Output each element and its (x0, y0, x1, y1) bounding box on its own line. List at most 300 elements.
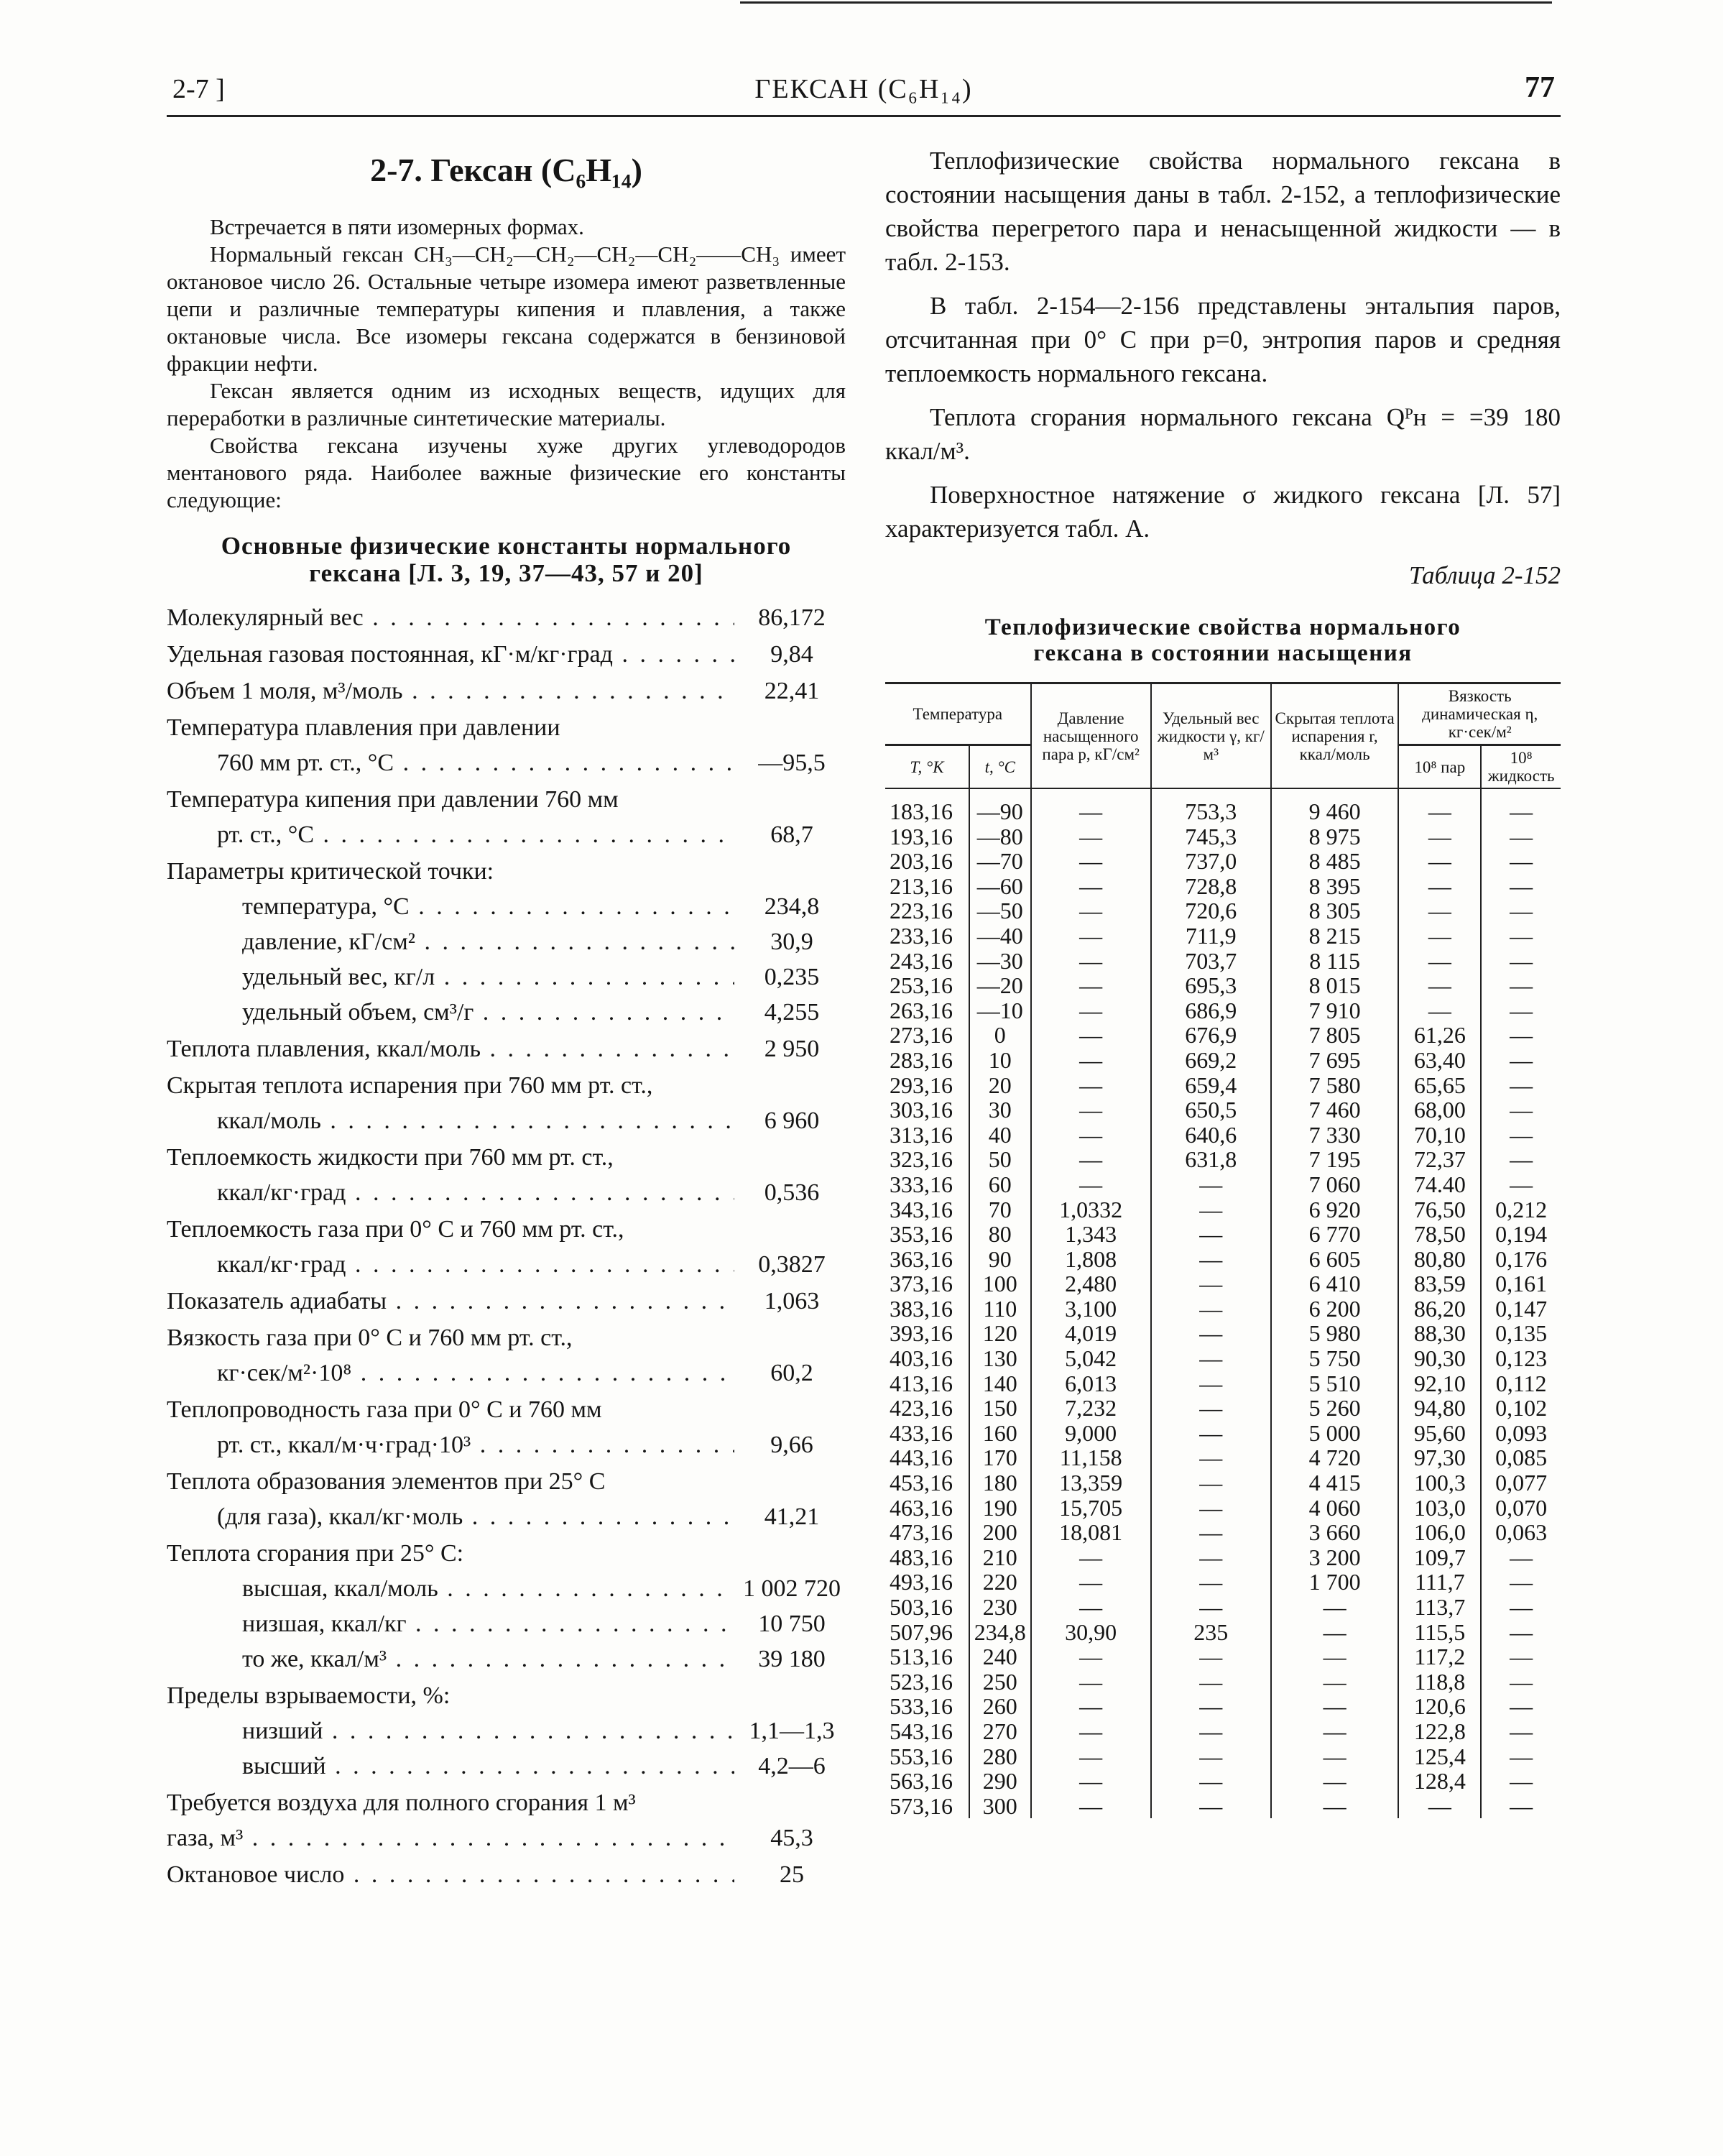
cell-pressure: 2,480 (1031, 1271, 1151, 1296)
constant-row (167, 1536, 846, 1571)
cell-t: 300 (969, 1794, 1031, 1819)
cell-T: 253,16 (885, 973, 969, 998)
constant-row (167, 1320, 846, 1355)
constant-label: высший . . . (242, 1749, 734, 1784)
constant-row (167, 1427, 846, 1462)
cell-visc-vapor: — (1398, 824, 1481, 849)
cell-latent-heat: 5 260 (1271, 1396, 1399, 1421)
constant-row (167, 1355, 846, 1391)
cell-visc-liquid: 0,135 (1481, 1321, 1561, 1346)
cell-specific-weight: 711,9 (1151, 923, 1271, 949)
cell-latent-heat: 8 305 (1271, 898, 1399, 923)
cell-t: 80 (969, 1222, 1031, 1247)
cell-visc-liquid: — (1481, 1073, 1561, 1098)
constant-row (167, 1247, 846, 1282)
header-pressure: Давление насыщенного пара p, кГ/см² (1031, 683, 1151, 789)
right-text (885, 144, 1561, 545)
intro-text (167, 213, 846, 514)
table-row (885, 1147, 1561, 1172)
table-row (885, 1172, 1561, 1197)
cell-latent-heat: 8 215 (1271, 923, 1399, 949)
cell-T: 453,16 (885, 1470, 969, 1496)
cell-specific-weight: — (1151, 1496, 1271, 1521)
constant-label: ккал/кг·град . . . (217, 1247, 734, 1282)
cell-t: 150 (969, 1396, 1031, 1421)
constant-label: Пределы взрываемости, %: (167, 1682, 451, 1709)
cell-specific-weight: 669,2 (1151, 1048, 1271, 1073)
constant-value: 1,063 (738, 1284, 846, 1319)
cell-visc-liquid: — (1481, 1694, 1561, 1719)
constant-value: 30,9 (738, 924, 846, 959)
cell-visc-liquid: 0,194 (1481, 1222, 1561, 1247)
cell-t: 140 (969, 1371, 1031, 1396)
constant-value: 1,1—1,3 (738, 1713, 846, 1749)
cell-latent-heat: 8 115 (1271, 949, 1399, 974)
constant-value: 2 950 (738, 1031, 846, 1067)
cell-pressure: — (1031, 849, 1151, 874)
table-row (885, 923, 1561, 949)
cell-visc-liquid: — (1481, 898, 1561, 923)
intro-paragraph: Свойства гексана изучены хуже других углеводородов ментанового ряда. Наиболее важные физические его константы следующие: (167, 433, 846, 512)
cell-latent-heat: — (1271, 1744, 1399, 1769)
header-section-ref: 2-7 ] (172, 74, 225, 104)
cell-t: 180 (969, 1470, 1031, 1496)
cell-visc-vapor: 70,10 (1398, 1123, 1481, 1148)
right-column (885, 144, 1561, 1818)
cell-T: 263,16 (885, 998, 969, 1023)
cell-latent-heat: 1 700 (1271, 1570, 1399, 1595)
constant-value: 0,536 (738, 1175, 846, 1210)
cell-specific-weight: — (1151, 1669, 1271, 1695)
cell-T: 353,16 (885, 1222, 969, 1247)
cell-specific-weight: — (1151, 1794, 1271, 1819)
header-T: T, °K (885, 745, 969, 789)
running-header (167, 66, 1561, 116)
cell-latent-heat: 5 510 (1271, 1371, 1399, 1396)
cell-latent-heat: 6 770 (1271, 1222, 1399, 1247)
cell-t: —60 (969, 874, 1031, 899)
cell-pressure: 13,359 (1031, 1470, 1151, 1496)
constant-value: 9,84 (738, 637, 846, 672)
cell-latent-heat: 3 200 (1271, 1545, 1399, 1570)
constant-value: 45,3 (738, 1820, 846, 1856)
right-paragraph: Теплота сгорания нормального гексана Qᴾн = =39 180 ккал/м³. (885, 403, 1561, 465)
page-number: 77 (1525, 71, 1555, 104)
constant-value: 4,255 (738, 995, 846, 1030)
cell-specific-weight: — (1151, 1321, 1271, 1346)
cell-visc-liquid: 0,102 (1481, 1396, 1561, 1421)
cell-visc-vapor: 68,00 (1398, 1097, 1481, 1123)
cell-specific-weight: 695,3 (1151, 973, 1271, 998)
cell-specific-weight: — (1151, 1371, 1271, 1396)
cell-T: 507,96 (885, 1620, 969, 1645)
cell-T: 403,16 (885, 1346, 969, 1371)
constant-row (167, 1031, 846, 1067)
cell-t: —50 (969, 898, 1031, 923)
cell-T: 423,16 (885, 1396, 969, 1421)
cell-T: 543,16 (885, 1719, 969, 1744)
cell-specific-weight: 659,4 (1151, 1073, 1271, 1098)
header-visc-vapor: 10⁸ пар (1398, 745, 1481, 789)
cell-latent-heat: — (1271, 1719, 1399, 1744)
cell-t: —20 (969, 973, 1031, 998)
cell-visc-liquid: — (1481, 874, 1561, 899)
cell-T: 283,16 (885, 1048, 969, 1073)
constant-row (167, 1785, 846, 1820)
constant-row (167, 673, 846, 709)
cell-t: —70 (969, 849, 1031, 874)
constant-label: газа, м³ . . . (167, 1820, 734, 1856)
cell-t: 234,8 (969, 1620, 1031, 1645)
table-row (885, 1371, 1561, 1396)
cell-visc-vapor: 88,30 (1398, 1321, 1481, 1346)
cell-visc-vapor: 61,26 (1398, 1023, 1481, 1048)
constant-label: то же, ккал/м³ . . . (242, 1641, 734, 1677)
cell-visc-liquid: — (1481, 1719, 1561, 1744)
cell-T: 333,16 (885, 1172, 969, 1197)
cell-pressure: — (1031, 1694, 1151, 1719)
constant-label: Теплопроводность газа при 0° С и 760 мм (167, 1396, 602, 1423)
constant-row (167, 1464, 846, 1499)
cell-T: 293,16 (885, 1073, 969, 1098)
cell-pressure: 11,158 (1031, 1445, 1151, 1470)
table-body (885, 788, 1561, 1818)
cell-pressure: — (1031, 1097, 1151, 1123)
cell-visc-vapor: 128,4 (1398, 1769, 1481, 1794)
constant-label: низшая, ккал/кг . . . (242, 1606, 734, 1641)
cell-T: 373,16 (885, 1271, 969, 1296)
constant-value: 4,2—6 (738, 1749, 846, 1784)
cell-t: 240 (969, 1644, 1031, 1669)
table-title-line: гексана в состоянии насыщения (1033, 640, 1413, 666)
cell-pressure: — (1031, 898, 1151, 923)
cell-T: 483,16 (885, 1545, 969, 1570)
cell-specific-weight: — (1151, 1570, 1271, 1595)
table-caption: Таблица 2-152 (1408, 561, 1561, 589)
constant-row (167, 1857, 846, 1892)
cell-visc-liquid: — (1481, 1123, 1561, 1148)
cell-visc-vapor: 118,8 (1398, 1669, 1481, 1695)
cell-pressure: 18,081 (1031, 1520, 1151, 1545)
cell-pressure: — (1031, 1669, 1151, 1695)
header-visc-liquid: 10⁸ жидкость (1481, 745, 1561, 789)
table-row (885, 788, 1561, 824)
cell-specific-weight: — (1151, 1222, 1271, 1247)
cell-visc-liquid: 0,093 (1481, 1421, 1561, 1446)
constant-label: температура, °С . . . (242, 889, 734, 924)
cell-visc-vapor: 65,65 (1398, 1073, 1481, 1098)
cell-specific-weight: — (1151, 1694, 1271, 1719)
cell-pressure: — (1031, 1023, 1151, 1048)
cell-specific-weight: 737,0 (1151, 849, 1271, 874)
table-row (885, 1346, 1561, 1371)
cell-visc-vapor: 92,10 (1398, 1371, 1481, 1396)
cell-latent-heat: 8 015 (1271, 973, 1399, 998)
cell-visc-vapor: — (1398, 849, 1481, 874)
cell-specific-weight: — (1151, 1445, 1271, 1470)
cell-T: 233,16 (885, 923, 969, 949)
cell-T: 443,16 (885, 1445, 969, 1470)
cell-t: 170 (969, 1445, 1031, 1470)
cell-visc-vapor: 83,59 (1398, 1271, 1481, 1296)
cell-specific-weight: — (1151, 1396, 1271, 1421)
cell-visc-vapor: 117,2 (1398, 1644, 1481, 1669)
constant-label: Объем 1 моля, м³/моль . . . (167, 673, 734, 709)
constant-label: Параметры критической точки: (167, 858, 494, 885)
cell-pressure: 5,042 (1031, 1346, 1151, 1371)
table-row (885, 898, 1561, 923)
table-row (885, 1097, 1561, 1123)
constant-value: 68,7 (738, 817, 846, 852)
cell-t: 250 (969, 1669, 1031, 1695)
cell-visc-liquid: — (1481, 1620, 1561, 1645)
cell-T: 463,16 (885, 1496, 969, 1521)
constant-row (167, 995, 846, 1030)
cell-t: 260 (969, 1694, 1031, 1719)
constant-row (167, 854, 846, 889)
cell-visc-liquid: 0,212 (1481, 1197, 1561, 1222)
constants-title (167, 533, 846, 587)
cell-pressure: — (1031, 1172, 1151, 1197)
cell-t: 70 (969, 1197, 1031, 1222)
cell-visc-liquid: — (1481, 849, 1561, 874)
constant-value: 10 750 (738, 1606, 846, 1641)
cell-t: 280 (969, 1744, 1031, 1769)
cell-pressure: — (1031, 788, 1151, 824)
cell-specific-weight: — (1151, 1719, 1271, 1744)
cell-pressure: — (1031, 1595, 1151, 1620)
cell-specific-weight: 745,3 (1151, 824, 1271, 849)
cell-pressure: — (1031, 1769, 1151, 1794)
cell-pressure: — (1031, 949, 1151, 974)
cell-visc-liquid: — (1481, 1545, 1561, 1570)
constant-label: Удельная газовая постоянная, кГ·м/кг·град . . . (167, 637, 734, 672)
cell-pressure: — (1031, 1794, 1151, 1819)
cell-specific-weight: 631,8 (1151, 1147, 1271, 1172)
table-row (885, 1496, 1561, 1521)
cell-latent-heat: — (1271, 1769, 1399, 1794)
constant-value: 39 180 (738, 1641, 846, 1677)
constant-value: 25 (738, 1857, 846, 1892)
header-rule (167, 115, 1561, 117)
intro-paragraph: Встречается в пяти изомерных формах. (210, 214, 584, 239)
cell-t: 220 (969, 1570, 1031, 1595)
cell-latent-heat: — (1271, 1595, 1399, 1620)
cell-visc-liquid: — (1481, 1048, 1561, 1073)
cell-visc-liquid: — (1481, 923, 1561, 949)
cell-pressure: 15,705 (1031, 1496, 1151, 1521)
cell-t: 60 (969, 1172, 1031, 1197)
cell-pressure: 9,000 (1031, 1421, 1151, 1446)
cell-visc-vapor: 76,50 (1398, 1197, 1481, 1222)
constants-list (167, 600, 846, 1892)
constant-row (167, 710, 846, 745)
cell-specific-weight: 235 (1151, 1620, 1271, 1645)
cell-visc-liquid: — (1481, 1669, 1561, 1695)
cell-latent-heat: 4 060 (1271, 1496, 1399, 1521)
table-row (885, 1396, 1561, 1421)
cell-visc-liquid: — (1481, 1794, 1561, 1819)
cell-visc-vapor: 72,37 (1398, 1147, 1481, 1172)
cell-pressure: 1,0332 (1031, 1197, 1151, 1222)
constant-label: рт. ст., °С . . . (217, 817, 734, 852)
constant-row (167, 1820, 846, 1856)
cell-specific-weight: — (1151, 1271, 1271, 1296)
cell-T: 223,16 (885, 898, 969, 923)
constant-label: рт. ст., ккал/м·ч·град·10³ . . . (217, 1427, 734, 1462)
cell-latent-heat: 9 460 (1271, 788, 1399, 824)
cell-latent-heat: 8 485 (1271, 849, 1399, 874)
cell-t: 160 (969, 1421, 1031, 1446)
constant-row (167, 959, 846, 995)
cell-pressure: — (1031, 1570, 1151, 1595)
constant-row (167, 1284, 846, 1319)
cell-visc-liquid: 0,161 (1481, 1271, 1561, 1296)
constant-row (167, 1068, 846, 1103)
cell-visc-vapor: 100,3 (1398, 1470, 1481, 1496)
cell-T: 213,16 (885, 874, 969, 899)
cell-visc-vapor: 63,40 (1398, 1048, 1481, 1073)
table-row (885, 1669, 1561, 1695)
cell-pressure: 1,808 (1031, 1247, 1151, 1272)
cell-pressure: — (1031, 1048, 1151, 1073)
section-title: 2-7. Гексан (C₆H₁₄) (370, 152, 642, 188)
constant-row (167, 1392, 846, 1427)
table-row (885, 1421, 1561, 1446)
table-row (885, 1520, 1561, 1545)
intro-paragraph: Нормальный гексан CH₃—CH₂—CH₂—CH₂—CH₂——CH₃ имеет октановое число 26. Остальные четыре изомера имеют разветвленные цепи и различные температуры кипения и плавления, а также октановые числа. Все изомеры гексана содержатся в бензиновой фракции нефти. (167, 241, 846, 376)
cell-specific-weight: — (1151, 1346, 1271, 1371)
cell-latent-heat: 4 415 (1271, 1470, 1399, 1496)
constant-label: Показатель адиабаты . . . (167, 1284, 734, 1319)
constant-row (167, 1212, 846, 1247)
constant-label: (для газа), ккал/кг·моль . . . (217, 1499, 734, 1534)
cell-specific-weight: — (1151, 1545, 1271, 1570)
cell-latent-heat: — (1271, 1644, 1399, 1669)
cell-pressure: — (1031, 1147, 1151, 1172)
cell-specific-weight: 703,7 (1151, 949, 1271, 974)
cell-visc-vapor: 97,30 (1398, 1445, 1481, 1470)
cell-latent-heat: 6 920 (1271, 1197, 1399, 1222)
cell-visc-liquid: — (1481, 1595, 1561, 1620)
header-latent-heat: Скрытая теплота испарения r, ккал/моль (1271, 683, 1399, 789)
cell-t: 200 (969, 1520, 1031, 1545)
left-column (167, 144, 846, 1892)
cell-latent-heat: 7 695 (1271, 1048, 1399, 1073)
cell-pressure: 1,343 (1031, 1222, 1151, 1247)
constant-row (167, 1641, 846, 1677)
cell-T: 523,16 (885, 1669, 969, 1695)
cell-visc-vapor: 125,4 (1398, 1744, 1481, 1769)
cell-t: 0 (969, 1023, 1031, 1048)
cell-t: 210 (969, 1545, 1031, 1570)
constant-value: 1 002 720 (738, 1571, 846, 1606)
cell-t: 270 (969, 1719, 1031, 1744)
constant-label: Температура кипения при давлении 760 мм (167, 786, 619, 813)
cell-t: 190 (969, 1496, 1031, 1521)
cell-latent-heat: 7 580 (1271, 1073, 1399, 1098)
cell-T: 343,16 (885, 1197, 969, 1222)
cell-T: 303,16 (885, 1097, 969, 1123)
cell-visc-liquid: 0,077 (1481, 1470, 1561, 1496)
table-row (885, 1570, 1561, 1595)
cell-visc-vapor: — (1398, 973, 1481, 998)
constant-row (167, 1749, 846, 1784)
table-row (885, 973, 1561, 998)
constant-row (167, 1103, 846, 1138)
cell-T: 573,16 (885, 1794, 969, 1819)
table-row (885, 1271, 1561, 1296)
cell-specific-weight: 720,6 (1151, 898, 1271, 923)
cell-latent-heat: 4 720 (1271, 1445, 1399, 1470)
constant-row (167, 1140, 846, 1175)
constant-row (167, 1499, 846, 1534)
constant-row (167, 817, 846, 852)
cell-specific-weight: — (1151, 1421, 1271, 1446)
constant-value: 9,66 (738, 1427, 846, 1462)
cell-visc-vapor: — (1398, 949, 1481, 974)
table-row (885, 1644, 1561, 1669)
header-temperature: Температура (885, 683, 1031, 745)
constant-value: 22,41 (738, 673, 846, 709)
cell-pressure: 3,100 (1031, 1296, 1151, 1322)
table-row (885, 1048, 1561, 1073)
table-row (885, 849, 1561, 874)
cell-visc-liquid: — (1481, 1744, 1561, 1769)
cell-visc-vapor: 106,0 (1398, 1520, 1481, 1545)
cell-t: 120 (969, 1321, 1031, 1346)
cell-T: 413,16 (885, 1371, 969, 1396)
cell-visc-vapor: — (1398, 1794, 1481, 1819)
constant-label: Молекулярный вес . . . (167, 600, 734, 635)
cell-pressure: — (1031, 1744, 1151, 1769)
cell-latent-heat: 6 605 (1271, 1247, 1399, 1272)
table-row (885, 1744, 1561, 1769)
cell-T: 533,16 (885, 1694, 969, 1719)
cell-t: 90 (969, 1247, 1031, 1272)
cell-specific-weight: — (1151, 1470, 1271, 1496)
header-specific-weight: Удельный вес жидкости γ, кг/м³ (1151, 683, 1271, 789)
cell-t: —80 (969, 824, 1031, 849)
table-row (885, 824, 1561, 849)
table-row (885, 1197, 1561, 1222)
header-t: t, °C (969, 745, 1031, 789)
cell-latent-heat: 3 660 (1271, 1520, 1399, 1545)
intro-paragraph: Гексан является одним из исходных веществ, идущих для переработки в различные синтетические материалы. (167, 378, 846, 430)
table-row (885, 1470, 1561, 1496)
constant-label: 760 мм рт. ст., °С . . . (217, 745, 734, 780)
cell-visc-liquid: — (1481, 1097, 1561, 1123)
cell-visc-vapor: 120,6 (1398, 1694, 1481, 1719)
cell-pressure: 7,232 (1031, 1396, 1151, 1421)
cell-latent-heat: 7 805 (1271, 1023, 1399, 1048)
cell-visc-liquid: — (1481, 1147, 1561, 1172)
cell-latent-heat: 6 410 (1271, 1271, 1399, 1296)
constant-value: 41,21 (738, 1499, 846, 1534)
table-title-line: Теплофизические свойства нормального (984, 614, 1461, 640)
cell-specific-weight: 676,9 (1151, 1023, 1271, 1048)
cell-T: 393,16 (885, 1321, 969, 1346)
cell-latent-heat: 7 460 (1271, 1097, 1399, 1123)
constant-label: Температура плавления при давлении (167, 714, 560, 741)
cell-pressure: — (1031, 1123, 1151, 1148)
constant-value: 60,2 (738, 1355, 846, 1391)
cell-T: 183,16 (885, 788, 969, 824)
cell-specific-weight: 650,5 (1151, 1097, 1271, 1123)
constant-row (167, 600, 846, 635)
cell-pressure: 6,013 (1031, 1371, 1151, 1396)
cell-visc-vapor: — (1398, 923, 1481, 949)
